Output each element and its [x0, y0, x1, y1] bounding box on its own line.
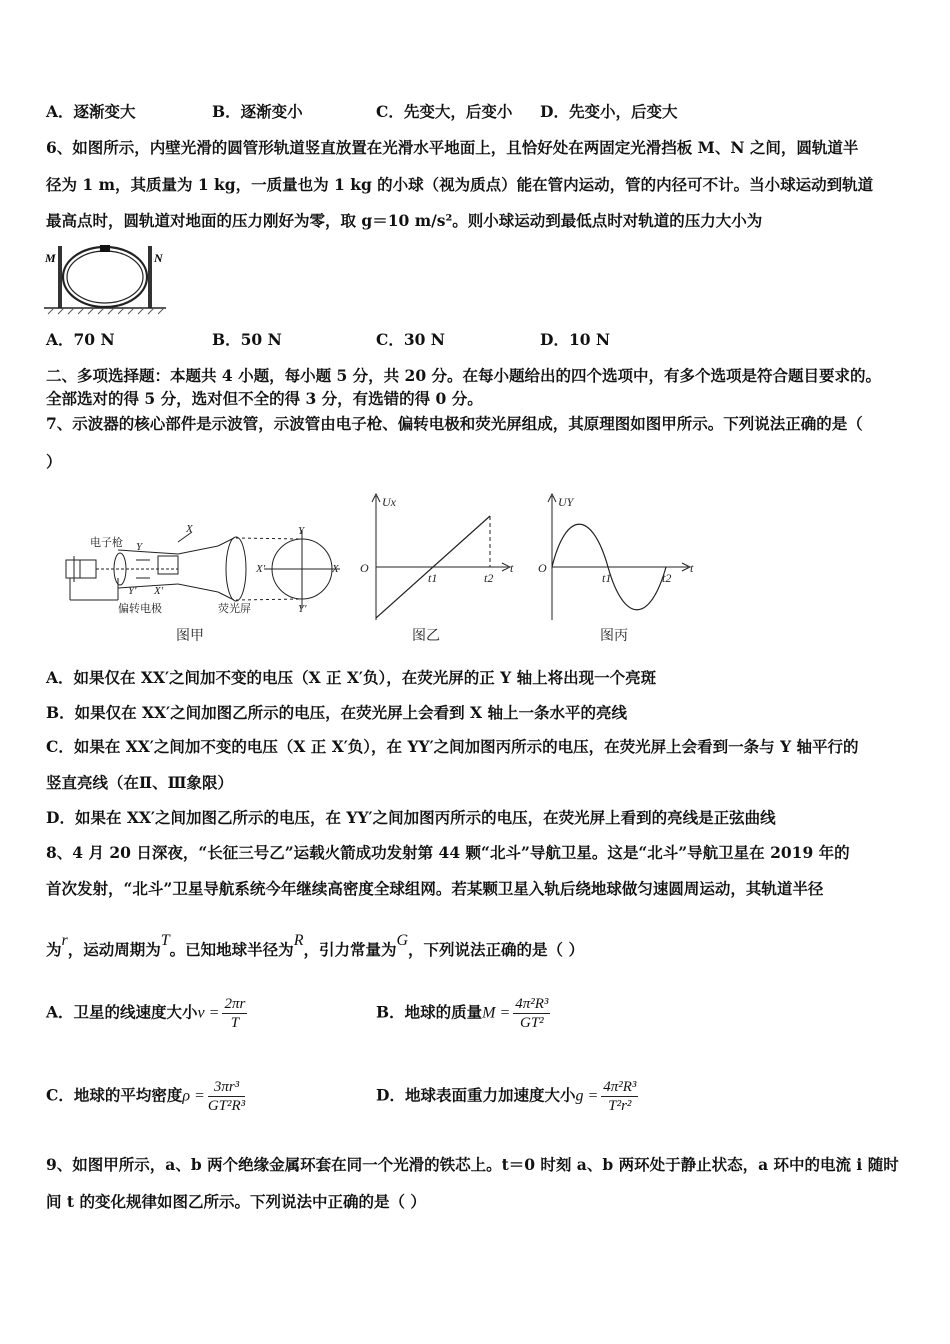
label-n: N — [154, 251, 163, 265]
fig-c-origin: O — [538, 561, 547, 575]
q8-option-b: B．地球的质量M = $\frac{\text{4π²R³}}{\text{GT²}}$ — [376, 996, 549, 1031]
q8-option-d: D．地球表面重力加速度大小g = $\frac{\text{4π²R³}}{\text{T²r²}}$ — [376, 1079, 637, 1114]
label-m: M — [45, 251, 56, 265]
fig-b-caption: 图乙 — [412, 628, 440, 644]
x-label-1: X — [186, 523, 193, 535]
q8-line-3: 为r，运动周期为T。已知地球半径为R，引力常量为G，下列说法正确的是（ ） — [46, 932, 584, 959]
fig-b-t: t — [510, 561, 514, 575]
q7-option-c-line-1: C．如果在 XX′之间加不变的电压（X 正 X′负），在 YY′之间加图丙所示的电压，在荧光屏上会看到一条与 Y 轴平行的 — [46, 737, 859, 756]
q5-option-b: B．逐渐变小 — [212, 102, 303, 121]
fig-b-t1: t1 — [428, 571, 438, 585]
fig-c-caption: 图丙 — [600, 628, 628, 644]
yp-label-2: Y′ — [298, 603, 307, 615]
q6-line-2: 径为 1 m，其质量为 1 kg，一质量也为 1 kg 的小球（视为质点）能在管内运动，管的内径可不计。当小球运动到轨道 — [46, 175, 874, 194]
q7-line-1: 7、示波器的核心部件是示波管，示波管由电子枪、偏转电极和荧光屏组成，其原理图如图甲所示。下列说法正确的是（ — [46, 414, 863, 433]
fig-c-t2: t2 — [662, 571, 672, 585]
x-label-2: X — [332, 563, 339, 575]
q7-line-2: ） — [46, 452, 62, 471]
section2-line-2: 全部选对的得 5 分，选对但不全的得 3 分，有选错的得 0 分。 — [46, 389, 483, 408]
fig-c-t: t — [690, 561, 694, 575]
q6-option-d: D．10 N — [540, 330, 611, 349]
q8-option-c: C．地球的平均密度ρ = $\frac{\text{3πr³}}{\text{GT²R³}}$ — [46, 1079, 246, 1114]
var-g-const: G — [396, 932, 409, 949]
q5-option-a: A．逐渐变大 — [46, 102, 136, 121]
gun-label: 电子枪 — [90, 536, 123, 549]
ux-sawtooth-figure — [356, 490, 526, 650]
xp-label-1: X′ — [154, 585, 164, 597]
q7-option-a: A．如果仅在 XX′之间加不变的电压（X 正 X′负），在荧光屏的正 Y 轴上将出现一个亮斑 — [46, 668, 657, 687]
q6-line-3: 最高点时，圆轨道对地面的压力刚好为零，取 g＝10 m/s²。则小球运动到最低点时对轨道的压力大小为 — [46, 211, 763, 230]
q6-circular-track-figure — [44, 242, 172, 316]
q8-line-1: 8、4 月 20 日深夜，“长征三号乙”运载火箭成功发射第 44 颗“北斗”导航卫星。这是“北斗”导航卫星在 2019 年的 — [46, 843, 850, 862]
fig-b-origin: O — [360, 561, 369, 575]
y-label-2: Y — [298, 525, 305, 537]
fig-a-caption: 图甲 — [176, 628, 204, 644]
uy-axis-label: UY — [558, 495, 574, 509]
q6-option-c: C．30 N — [376, 330, 445, 349]
uy-sine-figure — [536, 490, 706, 650]
q7-option-c-line-2: 竖直亮线（在Ⅱ、Ⅲ象限） — [46, 773, 233, 792]
q8-line-2: 首次发射，“北斗”卫星导航系统今年继续高密度全球组网。若某颗卫星入轨后绕地球做匀速圆周运动，其轨道半径 — [46, 879, 824, 898]
q7-option-b: B．如果仅在 XX′之间加图乙所示的电压，在荧光屏上会看到 X 轴上一条水平的亮线 — [46, 703, 627, 722]
var-r: r — [61, 932, 68, 949]
q8-option-a: A．卫星的线速度大小v = $\frac{2\pi r}{T}$ — [46, 996, 246, 1031]
fig-b-t2: t2 — [484, 571, 494, 585]
yp-label-1: Y′ — [128, 585, 137, 597]
q6-line-1: 6、如图所示，内壁光滑的圆管形轨道竖直放置在光滑水平地面上，且恰好处在两固定光滑挡板 M、N 之间，圆轨道半 — [46, 138, 859, 157]
xp-label-2: X′ — [256, 563, 266, 575]
q6-option-b: B．50 N — [212, 330, 282, 349]
y-label-1: Y — [136, 541, 143, 553]
var-earth-r: R — [293, 932, 304, 949]
q9-line-1: 9、如图甲所示，a、b 两个绝缘金属环套在同一个光滑的铁芯上。t＝0 时刻 a、b 两环处于静止状态，a 环中的电流 i 随时 — [46, 1155, 899, 1174]
q5-option-d: D．先变小，后变大 — [540, 102, 678, 121]
section2-line-1: 二、多项选择题：本题共 4 小题，每小题 5 分，共 20 分。在每小题给出的四个选项中，有多个选项是符合题目要求的。 — [46, 366, 882, 385]
q5-option-c: C．先变大，后变小 — [376, 102, 513, 121]
q6-option-a: A．70 N — [46, 330, 115, 349]
q7-option-d: D．如果在 XX′之间加图乙所示的电压，在 YY′之间加图丙所示的电压，在荧光屏上看到的亮线是正弦曲线 — [46, 808, 776, 827]
ux-axis-label: Ux — [382, 495, 396, 509]
electrode-label: 偏转电极 — [118, 602, 162, 615]
oscilloscope-tube-figure — [58, 520, 348, 650]
screen-label: 荧光屏 — [218, 602, 251, 615]
q9-line-2: 间 t 的变化规律如图乙所示。下列说法中正确的是（ ） — [46, 1192, 426, 1211]
var-t: T — [160, 932, 170, 949]
fig-c-t1: t1 — [602, 571, 612, 585]
